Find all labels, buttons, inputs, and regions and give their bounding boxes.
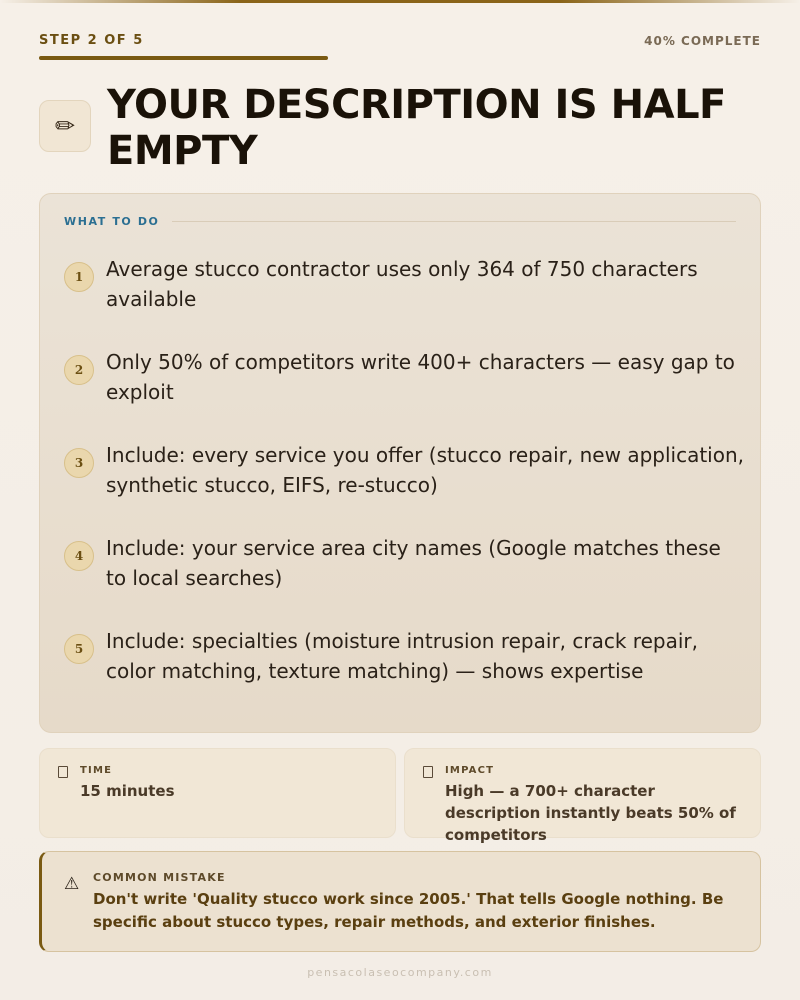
common-mistake-label: COMMON MISTAKE bbox=[93, 871, 226, 884]
common-mistake-callout bbox=[39, 851, 761, 952]
what-to-do-card bbox=[39, 193, 761, 733]
time-label: TIME bbox=[80, 765, 113, 776]
step-text: Only 50% of competitors write 400+ characters — easy gap to exploit bbox=[106, 350, 735, 404]
what-to-do-header bbox=[64, 215, 736, 228]
step-number-badge: 3 bbox=[64, 448, 94, 478]
list-item bbox=[64, 533, 744, 626]
top-accent-line bbox=[0, 0, 800, 3]
impact-value: High — a 700+ character description instantly beats 50% of competitors bbox=[445, 782, 736, 844]
step-number-badge: 5 bbox=[64, 634, 94, 664]
clock-icon bbox=[58, 766, 68, 778]
chart-icon bbox=[423, 766, 433, 778]
step-text: Average stucco contractor uses only 364 of 750 characters available bbox=[106, 257, 698, 311]
step-number-badge: 1 bbox=[64, 262, 94, 292]
step-text: Include: every service you offer (stucco repair, new application, synthetic stucco, EIFS, re-stucco) bbox=[106, 443, 744, 497]
progress-header bbox=[39, 33, 761, 48]
what-to-do-label: WHAT TO DO bbox=[64, 215, 160, 228]
list-item bbox=[64, 254, 744, 347]
footer-domain: pensacolaseocompany.com bbox=[307, 966, 493, 979]
step-number-badge: 2 bbox=[64, 355, 94, 385]
page-title: YOUR DESCRIPTION IS HALF EMPTY bbox=[107, 82, 726, 174]
time-value: 15 minutes bbox=[80, 782, 175, 800]
title-row bbox=[39, 82, 761, 174]
step-text: Include: your service area city names (Google matches these to local searches) bbox=[106, 536, 721, 590]
percent-complete: 40% COMPLETE bbox=[644, 33, 761, 48]
list-item bbox=[64, 626, 744, 719]
warning-icon: ⚠ bbox=[64, 874, 80, 894]
list-item bbox=[64, 440, 744, 533]
pencil-icon: ✏ bbox=[39, 100, 91, 152]
impact-card bbox=[404, 748, 761, 844]
step-number-badge: 4 bbox=[64, 541, 94, 571]
time-card bbox=[39, 748, 396, 838]
step-label: STEP 2 OF 5 bbox=[39, 33, 144, 48]
progress-bar-fill bbox=[39, 56, 328, 60]
divider bbox=[172, 221, 737, 222]
list-item bbox=[64, 347, 744, 440]
steps-list bbox=[64, 254, 744, 719]
common-mistake-text: Don't write 'Quality stucco work since 2005.' That tells Google nothing. Be specific about stucco types, repair methods, and exterior finishes. bbox=[93, 890, 724, 931]
progress-bar bbox=[39, 56, 761, 60]
impact-label: IMPACT bbox=[445, 765, 495, 776]
step-text: Include: specialties (moisture intrusion repair, crack repair, color matching, texture matching) — shows expertise bbox=[106, 629, 698, 683]
